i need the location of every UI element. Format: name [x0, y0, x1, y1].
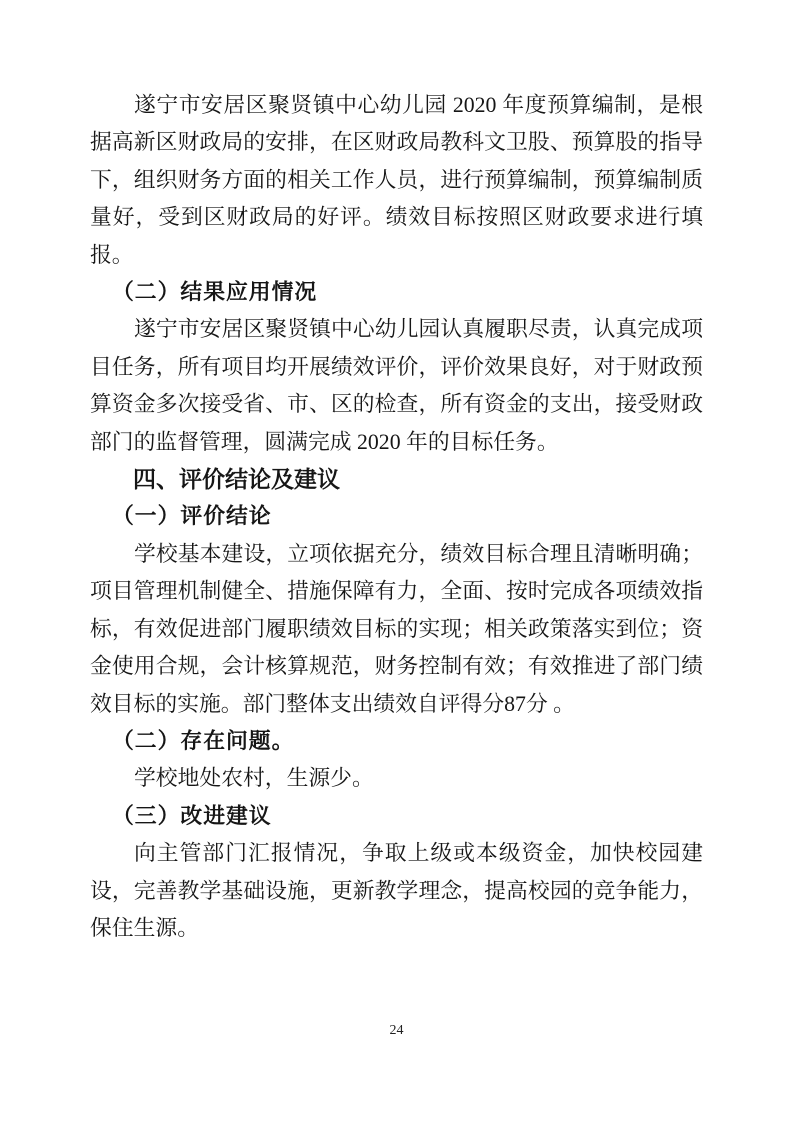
paragraph-result-application: 遂宁市安居区聚贤镇中心幼儿园认真履职尽责，认真完成项目任务，所有项目均开展绩效评价，评价效果良好，对于财政预算资金多次接受省、市、区的检查，所有资金的支出，接受财政部门的监督管理，圆满完成 2020 年的目标任务。 — [90, 317, 703, 454]
page-content — [90, 87, 703, 947]
paragraph-evaluation-conclusion: 学校基本建设，立项依据充分，绩效目标合理且清晰明确；项目管理机制健全、措施保障有力，全面、按时完成各项绩效指标，有效促进部门履职绩效目标的实现；相关政策落实到位；资金使用合规，会计核算规范，财务控制有效；有效推进了部门绩效目标的实施。部门整体支出绩效自评得分87分 。 — [90, 541, 703, 716]
page-number: 24 — [389, 1023, 404, 1038]
heading-improvement-suggestions: （三）改进建议 — [112, 803, 272, 828]
paragraph-budget-preparation: 遂宁市安居区聚贤镇中心幼儿园 2020 年度预算编制，是根据高新区财政局的安排，在区财政局教科文卫股、预算股的指导下，组织财务方面的相关工作人员，进行预算编制，预算编制质量好，受到区财政局的好评。绩效目标按照区财政要求进行填报。 — [90, 93, 703, 267]
heading-result-application: （二）结果应用情况 — [112, 280, 318, 305]
paragraph-improvement-suggestions: 向主管部门汇报情况，争取上级或本级资金，加快校园建设，完善教学基础设施，更新教学理念，提高校园的竞争能力，保住生源。 — [90, 841, 703, 940]
heading-section-four-conclusion-and-suggestions: 四、评价结论及建议 — [133, 466, 340, 493]
heading-existing-problems: （二）存在问题。 — [112, 728, 295, 753]
paragraph-existing-problems: 学校地处农村，生源少。 — [134, 766, 374, 791]
heading-evaluation-conclusion: （一）评价结论 — [112, 504, 272, 529]
